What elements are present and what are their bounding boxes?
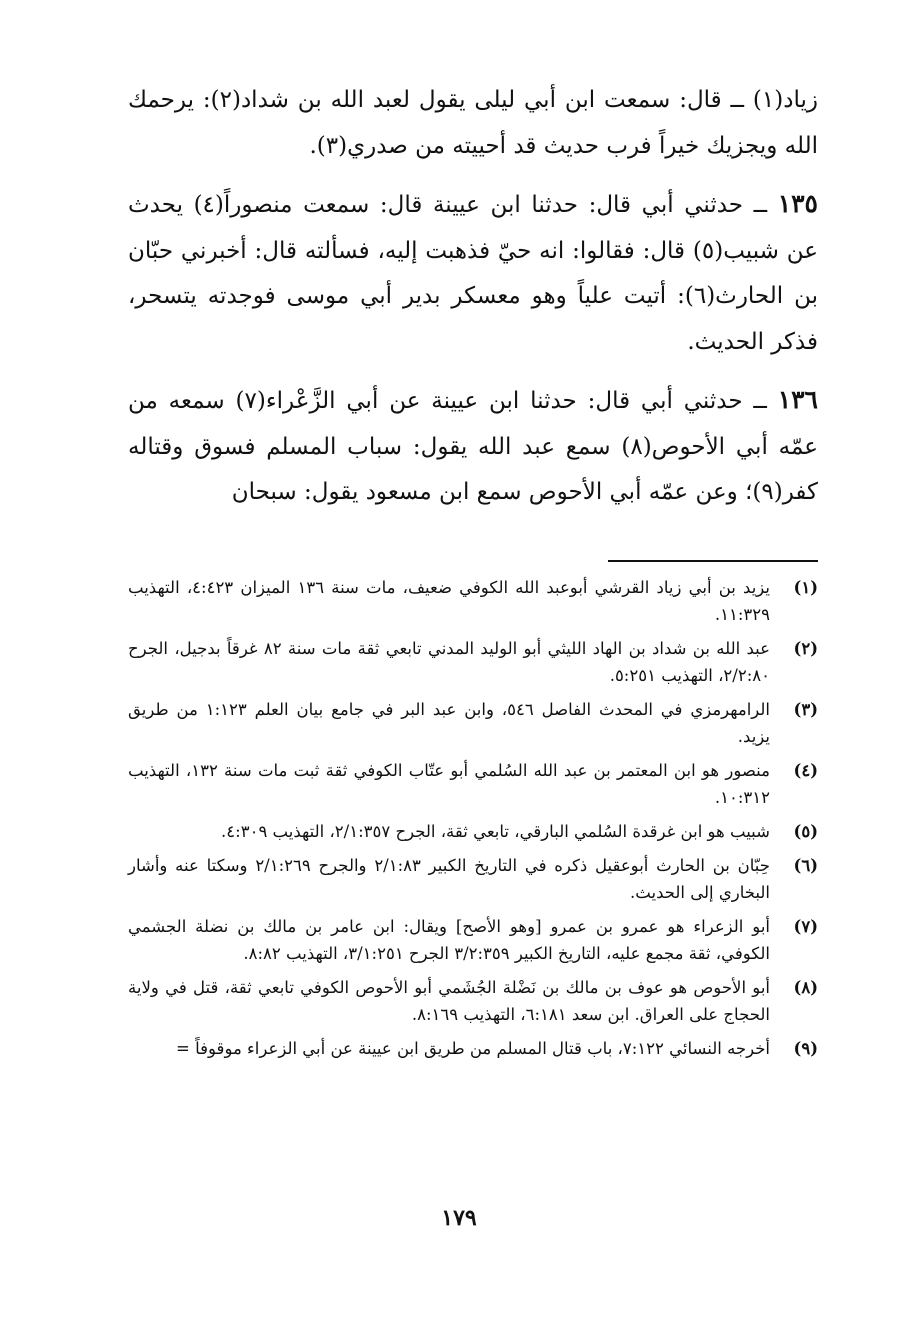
footnote-text: الرامهرمزي في المحدث الفاصل ٥٤٦، وابن عبد البر في جامع بيان العلم ١:١٢٣ من طريق يزيد. (128, 700, 771, 746)
paragraph-text: ــ حدثني أبي قال: حدثنا ابن عيينة قال: سمعت منصوراً(٤) يحدث عن شبيب(٥) قال: فقالوا: انه حيّ فذهبت إليه، فسألته قال: أخبرني حبّان بن الحارث(٦): أتيت علياً وهو معسكر بدير أبي موسى فوجدته يتسحر، فذكر الحديث. (128, 192, 818, 355)
footnote-mark: (٧) (793, 917, 818, 936)
footnote-item (128, 635, 818, 689)
footnote-text: أخرجه النسائي ٧:١٢٢، باب قتال المسلم من طريق ابن عيينة عن أبي الزعراء موقوفاً = (176, 1039, 770, 1058)
footnote-item (128, 1035, 818, 1062)
footnote-mark: (٦) (793, 856, 818, 875)
footnote-item (128, 818, 818, 845)
footnote-text: أبو الأحوص هو عوف بن مالك بن نَضْلة الجُشَمي أبو الأحوص الكوفي تابعي ثقة، قتل في ولاية الحجاج على العراق. ابن سعد ٦:١٨١، التهذيب ٨:١٦٩. (128, 978, 770, 1024)
footnote-text: منصور هو ابن المعتمر بن عبد الله السُلمي أبو عتّاب الكوفي ثقة ثبت مات سنة ١٣٢، التهذيب ١٠:٣١٢. (128, 761, 770, 807)
footnote-mark: (٨) (793, 978, 818, 997)
footnotes (128, 574, 818, 1069)
hadith-number: ١٣٦ (777, 385, 818, 414)
paragraph-text: ــ حدثني أبي قال: حدثنا ابن عيينة عن أبي الزَّعْراء(٧) سمعه من عمّه أبي الأحوص(٨) سمع عبد الله يقول: سباب المسلم فسوق وقتاله كفر(٩)؛ وعن عمّه أبي الأحوص سمع ابن مسعود يقول: سبحان (128, 388, 818, 505)
paragraph-continuation (128, 78, 818, 169)
footnote-text: حِبّان بن الحارث أبوعقيل ذكره في التاريخ الكبير ٢/١:٨٣ والجرح ٢/١:٢٦٩ وسكتا عنه وأشار البخاري إلى الحديث. (128, 856, 770, 902)
hadith-number: ١٣٥ (777, 189, 818, 218)
footnote-mark: (٤) (793, 761, 818, 780)
footnote-text: عبد الله بن شداد بن الهاد الليثي أبو الوليد المدني تابعي ثقة مات سنة ٨٢ غرقاً بدجيل، الجرح ٢/٢:٨٠، التهذيب ٥:٢٥١. (128, 639, 770, 685)
footnote-text: شبيب هو ابن غرقدة السُلمي البارقي، تابعي ثقة، الجرح ٢/١:٣٥٧، التهذيب ٤:٣٠٩. (221, 822, 770, 841)
paragraph-text: زياد(١) ــ قال: سمعت ابن أبي ليلى يقول لعبد الله بن شداد(٢): يرحمك الله ويجزيك خيراً فرب حديث قد أحييته من صدري(٣). (128, 87, 818, 159)
footnote-item (128, 696, 818, 750)
footnote-mark: (١) (793, 578, 818, 597)
footnote-text: يزيد بن أبي زياد القرشي أبوعبد الله الكوفي ضعيف، مات سنة ١٣٦ الميزان ٤:٤٢٣، التهذيب ١١:٣٢٩. (128, 578, 770, 624)
main-text (128, 78, 818, 516)
footnote-item (128, 852, 818, 906)
footnote-mark: (٣) (793, 700, 818, 719)
footnote-mark: (٢) (793, 639, 818, 658)
page-number: ١٧٩ (441, 1205, 477, 1231)
footnote-mark: (٥) (793, 822, 818, 841)
paragraph-135 (128, 181, 818, 365)
footnote-text: أبو الزعراء هو عمرو بن عمرو [وهو الأصح] ويقال: ابن عامر بن مالك بن نضلة الجشمي الكوفي، ثقة مجمع عليه، التاريخ الكبير ٣/٢:٣٥٩ الجرح ٣/١:٢٥١، التهذيب ٨:٨٢. (128, 917, 770, 963)
footnote-item (128, 574, 818, 628)
footnote-separator (608, 560, 818, 562)
footnote-item (128, 974, 818, 1028)
footnote-item (128, 913, 818, 967)
footnote-mark: (٩) (793, 1039, 818, 1058)
footnote-item (128, 757, 818, 811)
paragraph-136 (128, 377, 818, 516)
